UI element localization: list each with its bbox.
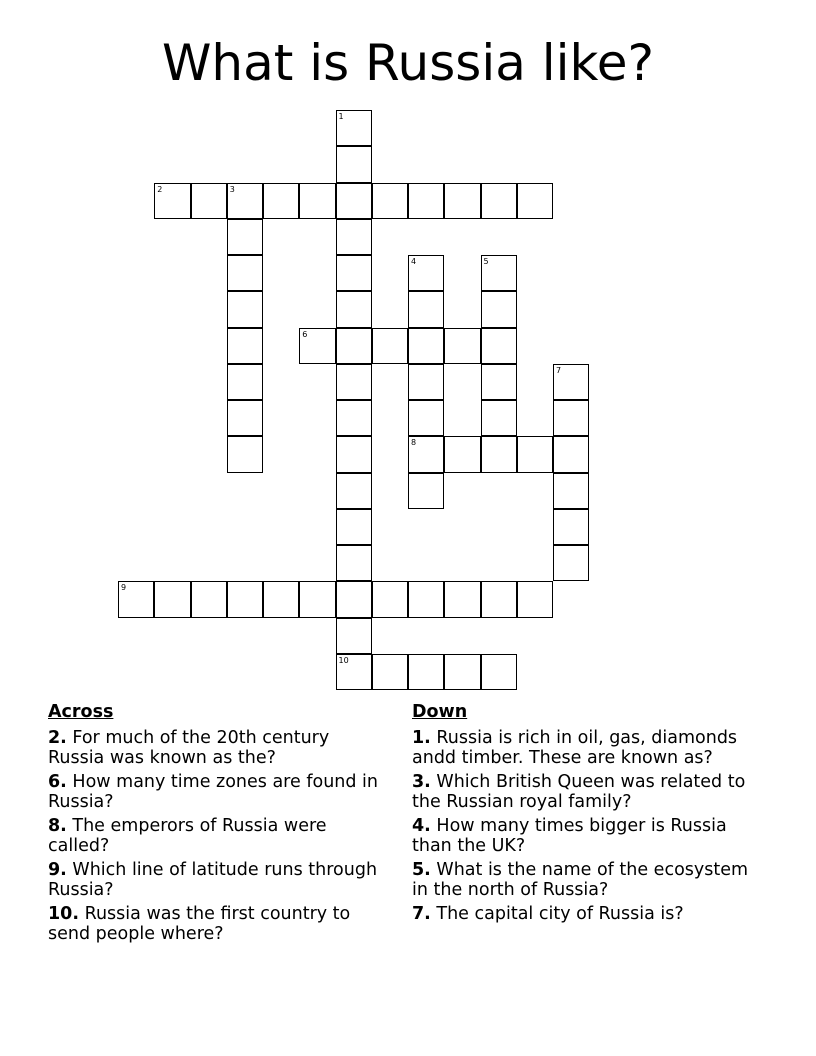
grid-cell[interactable] <box>299 183 335 219</box>
grid-cell[interactable] <box>336 509 372 545</box>
grid-cell[interactable] <box>372 581 408 617</box>
clue-number: 7. <box>412 904 431 924</box>
clue-text: How many times bigger is Russia than the UK? <box>412 816 727 856</box>
clue-down-4 <box>412 816 762 856</box>
grid-cell[interactable] <box>481 328 517 364</box>
grid-cell[interactable] <box>372 328 408 364</box>
grid-cell[interactable] <box>481 400 517 436</box>
grid-cell[interactable] <box>444 581 480 617</box>
clue-number: 9. <box>48 860 67 880</box>
grid-cell[interactable] <box>408 291 444 327</box>
grid-cell[interactable] <box>336 545 372 581</box>
clue-across-10 <box>48 904 388 944</box>
grid-cell[interactable] <box>481 364 517 400</box>
grid-cell[interactable] <box>553 400 589 436</box>
grid-cell[interactable] <box>191 581 227 617</box>
grid-cell[interactable] <box>336 436 372 472</box>
grid-cell[interactable] <box>517 581 553 617</box>
grid-cell[interactable] <box>444 436 480 472</box>
grid-cell[interactable] <box>336 183 372 219</box>
grid-cell[interactable] <box>408 255 444 291</box>
cell-number: 8 <box>411 438 417 448</box>
grid-cell[interactable] <box>191 183 227 219</box>
grid-cell[interactable] <box>154 581 190 617</box>
clue-text: Russia is rich in oil, gas, diamonds andd timber. These are known as? <box>412 728 738 768</box>
grid-cell[interactable] <box>263 183 299 219</box>
clue-text: How many time zones are found in Russia? <box>48 772 378 812</box>
across-clues <box>48 702 388 948</box>
grid-cell[interactable] <box>517 183 553 219</box>
cell-number: 3 <box>229 184 235 194</box>
grid-cell[interactable] <box>263 581 299 617</box>
grid-cell[interactable] <box>481 654 517 690</box>
grid-cell[interactable] <box>408 654 444 690</box>
cell-number: 9 <box>121 583 127 593</box>
cell-number: 6 <box>302 329 308 339</box>
clue-down-1 <box>412 728 762 768</box>
grid-cell[interactable] <box>227 183 263 219</box>
grid-cell[interactable] <box>227 436 263 472</box>
grid-cell[interactable] <box>299 581 335 617</box>
clue-number: 2. <box>48 728 67 748</box>
cell-number: 5 <box>483 257 489 266</box>
grid-cell[interactable] <box>553 473 589 509</box>
clue-across-8 <box>48 816 388 856</box>
grid-cell[interactable] <box>227 400 263 436</box>
clue-down-3 <box>412 772 762 812</box>
grid-cell[interactable] <box>336 110 372 146</box>
grid-cell[interactable] <box>227 255 263 291</box>
clue-down-7 <box>412 904 762 924</box>
grid-cell[interactable] <box>372 654 408 690</box>
grid-cell[interactable] <box>336 219 372 255</box>
grid-cell[interactable] <box>336 291 372 327</box>
grid-cell[interactable] <box>227 291 263 327</box>
clue-across-9 <box>48 860 388 900</box>
clue-number: 10. <box>48 904 80 924</box>
grid-cell[interactable] <box>118 581 154 617</box>
clue-number: 8. <box>48 816 67 836</box>
clue-text: Which British Queen was related to the Russian royal family? <box>412 772 746 812</box>
grid-cell[interactable] <box>553 509 589 545</box>
grid-cell[interactable] <box>336 654 372 690</box>
page-title: What is Russia like? <box>161 34 655 92</box>
clue-number: 6. <box>48 772 67 792</box>
clue-across-2 <box>48 728 388 768</box>
grid-cell[interactable] <box>481 436 517 472</box>
clue-text: What is the name of the ecosystem in the north of Russia? <box>412 860 749 900</box>
clue-across-6 <box>48 772 388 812</box>
grid-cell[interactable] <box>227 364 263 400</box>
grid-cell[interactable] <box>481 183 517 219</box>
grid-cell[interactable] <box>408 436 444 472</box>
grid-cell[interactable] <box>517 436 553 472</box>
clue-text: The capital city of Russia is? <box>436 904 684 924</box>
cell-number: 1 <box>338 112 344 121</box>
grid-cell[interactable] <box>408 328 444 364</box>
grid-cell[interactable] <box>444 328 480 364</box>
grid-cell[interactable] <box>336 328 372 364</box>
clue-number: 4. <box>412 816 431 836</box>
grid-cell[interactable] <box>336 473 372 509</box>
clue-text: The emperors of Russia were called? <box>48 816 327 856</box>
grid-cell[interactable] <box>481 581 517 617</box>
grid-cell[interactable] <box>154 183 190 219</box>
grid-cell[interactable] <box>481 255 517 291</box>
grid-cell[interactable] <box>336 400 372 436</box>
grid-cell[interactable] <box>372 183 408 219</box>
clue-number: 3. <box>412 772 431 792</box>
cell-number: 10 <box>338 655 349 665</box>
clue-number: 1. <box>412 728 431 748</box>
grid-cell[interactable] <box>553 545 589 581</box>
down-heading: Down <box>412 702 468 722</box>
grid-cell[interactable] <box>408 473 444 509</box>
grid-cell[interactable] <box>227 328 263 364</box>
grid-cell[interactable] <box>227 581 263 617</box>
grid-cell[interactable] <box>336 255 372 291</box>
grid-cell[interactable] <box>481 291 517 327</box>
grid-cell[interactable] <box>408 364 444 400</box>
grid-cell[interactable] <box>553 436 589 472</box>
clue-number: 5. <box>412 860 431 880</box>
grid-cell[interactable] <box>408 183 444 219</box>
grid-cell[interactable] <box>408 400 444 436</box>
across-heading: Across <box>48 702 114 722</box>
grid-cell[interactable] <box>444 183 480 219</box>
grid-cell[interactable] <box>336 618 372 654</box>
grid-cell[interactable] <box>299 328 335 364</box>
cell-number: 7 <box>556 365 562 375</box>
clue-text: For much of the 20th century Russia was known as the? <box>48 728 330 768</box>
grid-cell[interactable] <box>408 581 444 617</box>
clue-text: Russia was the first country to send people where? <box>48 904 351 944</box>
clue-down-5 <box>412 860 762 900</box>
grid-cell[interactable] <box>336 146 372 182</box>
clue-text: Which line of latitude runs through Russia? <box>48 860 378 900</box>
cell-number: 2 <box>157 184 163 194</box>
grid-cell[interactable] <box>444 654 480 690</box>
cell-number: 4 <box>411 257 417 266</box>
grid-cell[interactable] <box>553 364 589 400</box>
grid-cell[interactable] <box>336 364 372 400</box>
down-clues <box>412 702 762 928</box>
grid-cell[interactable] <box>336 581 372 617</box>
grid-cell[interactable] <box>227 219 263 255</box>
